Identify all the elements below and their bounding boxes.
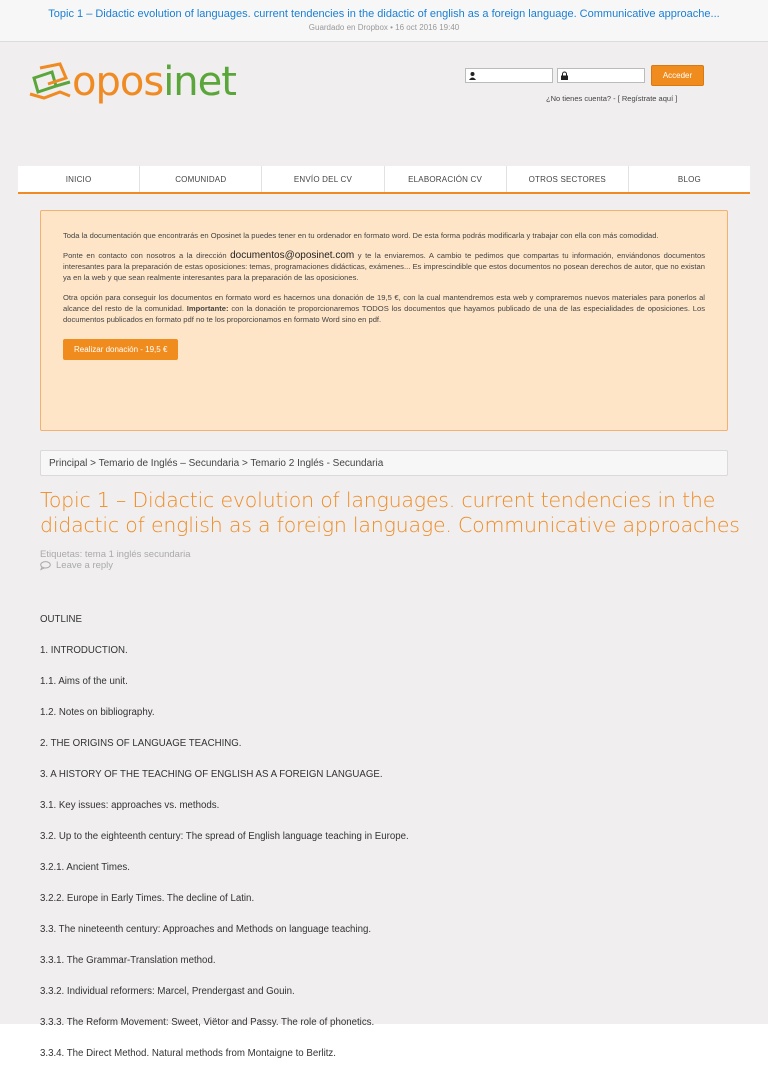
speech-bubble-icon (40, 561, 51, 570)
nav-item-inicio[interactable]: INICIO (18, 166, 140, 192)
logo-wordmark: oposinet (72, 59, 236, 105)
outline-item: 3.1. Key issues: approaches vs. methods. (40, 800, 220, 811)
password-input[interactable] (571, 70, 641, 82)
email-link[interactable]: documentos@oposinet.com (230, 250, 355, 261)
notice-paragraph-3: Otra opción para conseguir los documentos en formato word es hacernos una donación de 19,5 €, con la cual mantendremos esta web y compraremos nuevos materiales para ponerlos al alcance del resto de la comunidad. Importante: con la donación te proporcionaremos TODOS los documentos que hayamos publicado de una de las especialidades de oposiciones. Los documentos publicados en formato pdf no te los proporcionamos en formato Word sino en pdf. (63, 293, 705, 324)
nav-item-otros-sectores[interactable]: OTROS SECTORES (507, 166, 629, 192)
outline-item: 3.2.2. Europe in Early Times. The decline of Latin. (40, 893, 255, 904)
donate-button[interactable]: Realizar donación - 19,5 € (63, 339, 178, 360)
outline-item: 1.1. Aims of the unit. (40, 676, 128, 687)
article-tags[interactable]: Etiquetas: tema 1 inglés secundaria (40, 549, 191, 560)
outline-item: 1.2. Notes on bibliography. (40, 707, 155, 718)
login-form (465, 65, 704, 86)
breadcrumb[interactable]: Principal > Temario de Inglés – Secundaria > Temario 2 Inglés - Secundaria (40, 450, 728, 476)
notice-paragraph-1: Toda la documentación que encontrarás en Oposinet la puedes tener en tu ordenador en formato word. De esta forma podrás modificarla y trabajar con ella con más comodidad. (63, 231, 659, 240)
article-outline (40, 614, 740, 1079)
document-header (0, 0, 768, 42)
outline-item: 1. INTRODUCTION. (40, 645, 128, 656)
oposinet-logo[interactable] (26, 58, 236, 106)
username-input[interactable] (479, 70, 549, 82)
outline-item: 3.3.3. The Reform Movement: Sweet, Viëtor and Passy. The role of phonetics. (40, 1017, 375, 1028)
outline-item: 3. A HISTORY OF THE TEACHING OF ENGLISH AS A FOREIGN LANGUAGE. (40, 769, 383, 780)
outline-item: 3.3. The nineteenth century: Approaches and Methods on language teaching. (40, 924, 372, 935)
site-header (0, 42, 768, 124)
book-logo-icon (26, 58, 76, 106)
outline-item: 2. THE ORIGINS OF LANGUAGE TEACHING. (40, 738, 242, 749)
lock-icon (561, 72, 568, 80)
username-field[interactable] (465, 68, 553, 83)
outline-item: 3.3.4. The Direct Method. Natural methods from Montaigne to Berlitz. (40, 1048, 336, 1059)
register-link[interactable]: ¿No tienes cuenta? - [ Regístrate aquí ] (546, 94, 678, 103)
document-subtitle: Guardado en Dropbox • 16 oct 2016 19:40 (308, 23, 460, 32)
nav-item-elaboracion-cv[interactable]: ELABORACIÓN CV (385, 166, 507, 192)
nav-item-comunidad[interactable]: COMUNIDAD (140, 166, 262, 192)
main-nav (18, 166, 750, 194)
outline-item: 3.3.2. Individual reformers: Marcel, Prendergast and Gouin. (40, 986, 295, 997)
document-title[interactable]: Topic 1 – Didactic evolution of languages. current tendencies in the didactic of english as a foreign language. Communicative approache... (48, 8, 720, 20)
nav-item-blog[interactable]: BLOG (677, 174, 701, 184)
outline-item: OUTLINE (40, 614, 82, 625)
login-button[interactable]: Acceder (651, 65, 704, 86)
nav-item-envio-cv[interactable]: ENVÍO DEL CV (262, 166, 384, 192)
outline-item: 3.2.1. Ancient Times. (40, 862, 130, 873)
outline-item: 3.3.1. The Grammar-Translation method. (40, 955, 216, 966)
web-page (0, 42, 768, 1059)
info-notice (40, 210, 728, 431)
article-title: Topic 1 – Didactic evolution of languages. current tendencies in the didactic of english as a foreign language. Communicative approaches (40, 488, 740, 537)
password-field[interactable] (557, 68, 645, 83)
outline-item: 3.2. Up to the eighteenth century: The spread of English language teaching in Europe. (40, 831, 409, 842)
leave-reply-link[interactable]: Leave a reply (40, 560, 191, 571)
notice-paragraph-2: Ponte en contacto con nosotros a la dirección documentos@oposinet.com y te la enviaremos. A cambio te pedimos que compartas tu información, enviándonos documentos interesantes para la preparación de estas oposiciones: temas, programaciones didácticas, exámenes... Es imprescindible que estos documentos no posean derechos de autor, que no existan ya en la web y que sean realmente interesantes para la preparación de las oposiciones. (63, 250, 705, 282)
article-meta (40, 549, 191, 571)
user-icon (469, 72, 476, 80)
